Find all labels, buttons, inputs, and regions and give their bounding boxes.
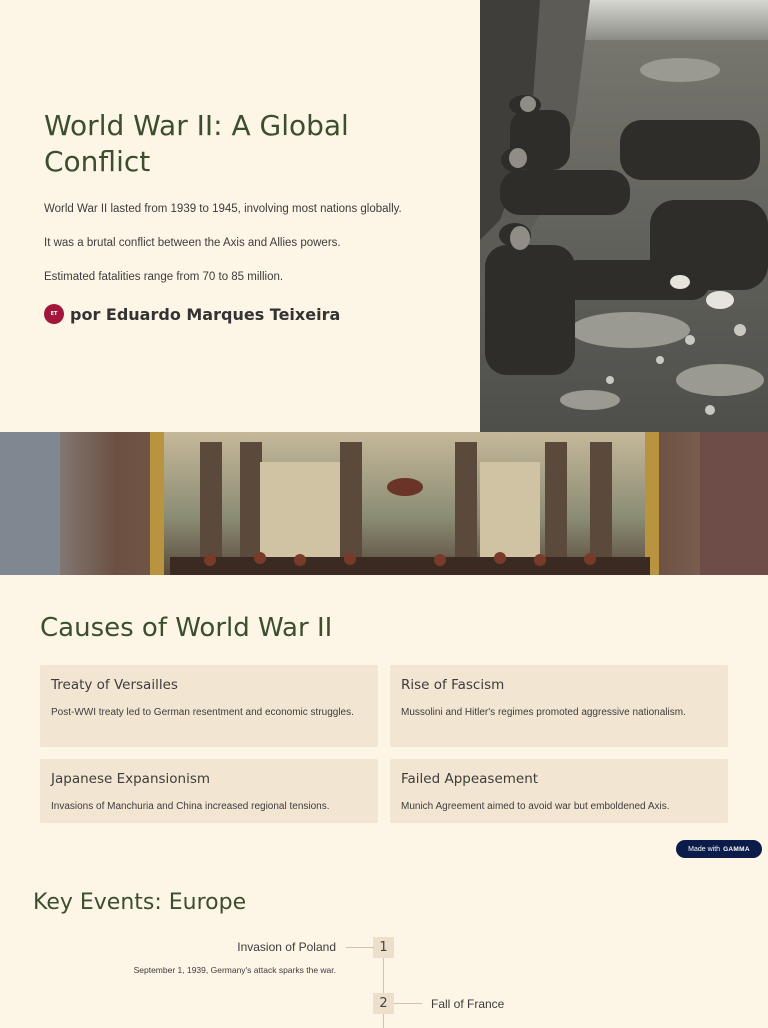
cause-card [40,759,378,823]
event-description: September 1, 1939, Germany's attack sparks the war. [133,965,336,975]
card-body: Post-WWI treaty led to German resentment and economic struggles. [51,707,354,718]
card-title: Rise of Fascism [401,677,505,693]
page-title: World War II: A Global Conflict [44,109,349,178]
soldiers-photo [480,0,768,432]
card-body: Mussolini and Hitler's regimes promoted aggressive nationalism. [401,707,686,718]
timeline-number: 1 [373,937,394,958]
intro-paragraph: It was a brutal conflict between the Axis and Allies powers. [44,237,341,249]
cause-card [40,665,378,747]
card-title: Treaty of Versailles [51,677,178,693]
byline [44,304,444,324]
card-body: Munich Agreement aimed to avoid war but emboldened Axis. [401,801,670,812]
palace-painting-banner [0,432,768,575]
soldiers-photo-illustration [480,0,768,432]
title-slide [0,0,768,432]
key-events-heading: Key Events: Europe [33,890,247,915]
made-with-gamma-badge[interactable] [676,840,762,858]
gamma-logo: GAMMA [723,845,750,853]
author-name: por Eduardo Marques Teixeira [70,304,341,324]
timeline-connector [394,1003,422,1004]
card-body: Invasions of Manchuria and China increased regional tensions. [51,801,330,812]
badge-prefix: Made with [688,845,721,853]
timeline-number: 2 [373,993,394,1014]
title-slide-text [44,108,444,324]
card-title: Failed Appeasement [401,771,539,787]
card-title: Japanese Expansionism [51,771,211,787]
avatar: ET [44,304,64,324]
cause-card [390,665,728,747]
event-title: Invasion of Poland [237,940,336,954]
intro-paragraph: World War II lasted from 1939 to 1945, involving most nations globally. [44,203,402,215]
painting-illustration [0,432,768,575]
cause-card [390,759,728,823]
causes-heading: Causes of World War II [40,613,333,643]
event-title: Fall of France [431,997,505,1011]
timeline-connector [346,947,374,948]
intro-paragraph: Estimated fatalities range from 70 to 85 million. [44,271,284,283]
